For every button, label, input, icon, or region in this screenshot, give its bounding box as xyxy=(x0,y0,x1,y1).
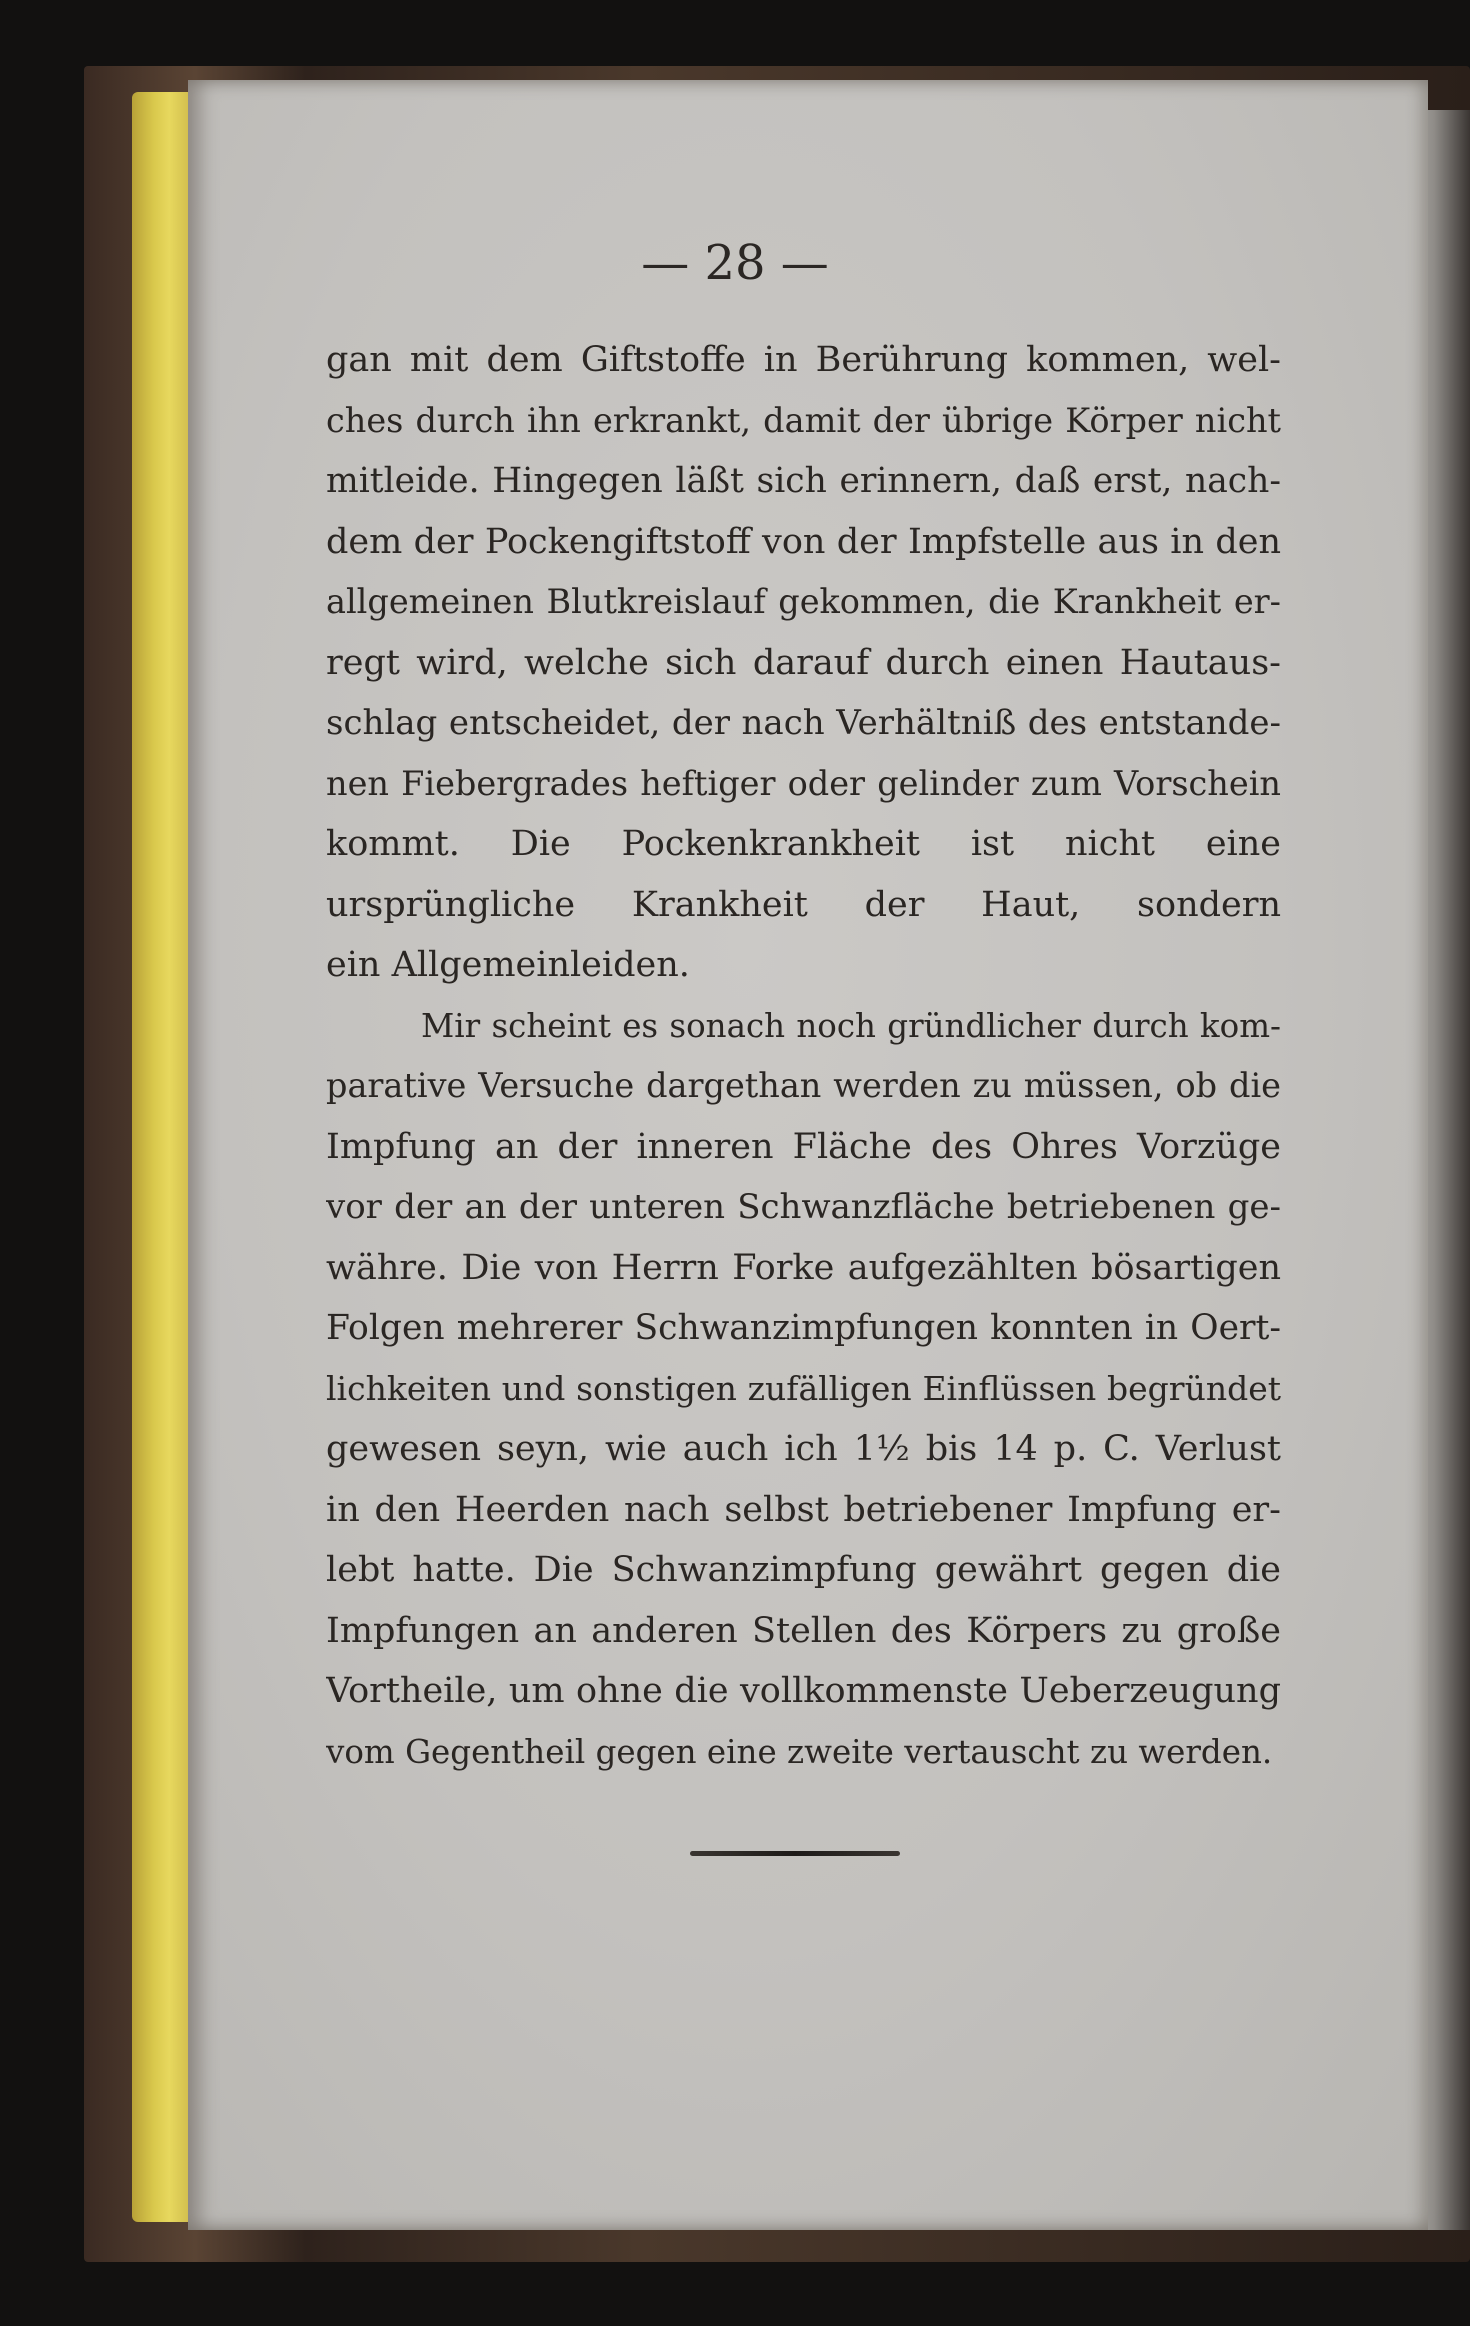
text-line: dem der Pockengiftstoff von der Impfstelle aus in den xyxy=(326,521,1281,562)
text-line: kommt. Die Pockenkrankheit ist nicht eine xyxy=(326,824,1281,864)
text-line: vor der an der unteren Schwanzfläche betriebenen ge- xyxy=(326,1187,1281,1227)
text-line: parative Versuche dargethan werden zu müssen, ob die xyxy=(326,1066,1281,1105)
text-line: Impfung an der inneren Fläche des Ohres Vorzüge xyxy=(326,1126,1281,1167)
text-line: regt wird, welche sich darauf durch einen Hautaus- xyxy=(326,642,1281,683)
paragraph-2 xyxy=(326,996,1281,1783)
text-line: mitleide. Hingegen läßt sich erinnern, daß erst, nach- xyxy=(326,461,1281,501)
text-line: allgemeinen Blutkreislauf gekommen, die Krankheit er- xyxy=(326,582,1281,621)
text-line: Vortheile, um ohne die vollkommenste Ueberzeugung xyxy=(326,1671,1281,1711)
text-line: nen Fiebergrades heftiger oder gelinder zum Vorschein xyxy=(326,763,1281,803)
page-number: — 28 — xyxy=(641,235,829,291)
text-line: vom Gegentheil gegen eine zweite vertauscht zu werden. xyxy=(326,1732,1273,1771)
text-line: schlag entscheidet, der nach Verhältniß des entstande- xyxy=(326,703,1281,743)
paragraph-1 xyxy=(326,330,1281,996)
text-line: Mir scheint es sonach noch gründlicher durch kom- xyxy=(421,1006,1281,1045)
text-line: währe. Die von Herrn Forke aufgezählten bösartigen xyxy=(326,1247,1281,1288)
text-line: ursprüngliche Krankheit der Haut, sondern xyxy=(326,884,1281,925)
page-edge-gilt xyxy=(132,92,194,2222)
text-line: gan mit dem Giftstoffe in Berührung kommen, wel- xyxy=(326,340,1281,380)
text-line: Folgen mehrerer Schwanzimpfungen konnten in Oert- xyxy=(326,1308,1281,1348)
text-line: ein Allgemeinleiden. xyxy=(326,945,690,985)
body-text xyxy=(326,330,1281,1782)
section-divider-rule xyxy=(690,1851,900,1856)
text-line: Impfungen an anderen Stellen des Körpers zu große xyxy=(326,1610,1281,1651)
text-line: lebt hatte. Die Schwanzimpfung gewährt gegen die xyxy=(326,1550,1281,1590)
text-line: in den Heerden nach selbst betriebener Impfung er- xyxy=(326,1489,1281,1530)
text-line: gewesen seyn, wie auch ich 1½ bis 14 p. C. Verlust xyxy=(326,1429,1281,1469)
text-line: ches durch ihn erkrankt, damit der übrige Körper nicht xyxy=(326,400,1281,440)
text-line: lichkeiten und sonstigen zufälligen Einflüssen begründet xyxy=(326,1368,1281,1408)
